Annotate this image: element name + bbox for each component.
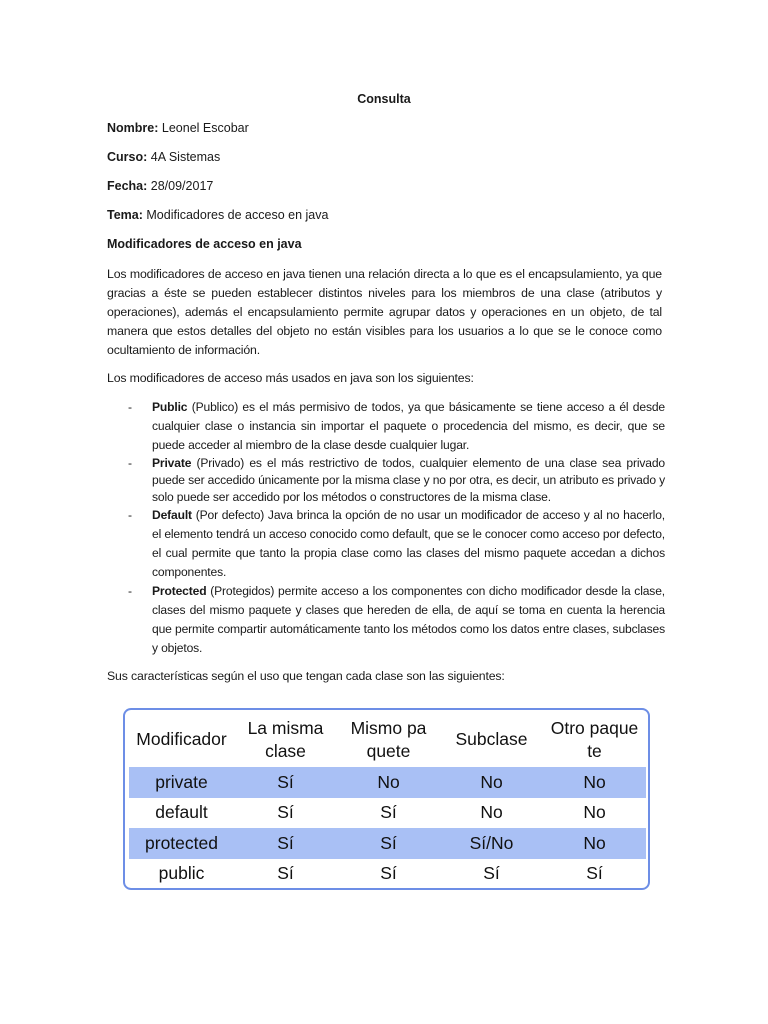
table-cell: No bbox=[543, 767, 646, 798]
field-tema-label: Tema: bbox=[107, 208, 143, 222]
table-cell: Sí bbox=[234, 828, 337, 859]
list-item-default bbox=[125, 506, 665, 582]
access-table-frame bbox=[123, 708, 650, 890]
field-nombre-label: Nombre: bbox=[107, 121, 159, 135]
table-cell: default bbox=[155, 802, 208, 823]
bullet-text: (Privado) es el más restrictivo de todos, cualquier elemento de una clase sea privado puede ser accedido únicamente por la misma clase y no por otra, es decir, un atributo es privado y solo puede ser accedido por los métodos o constructores de la misma clase. bbox=[152, 456, 666, 504]
table-cell: No bbox=[543, 828, 646, 859]
table-cell: No bbox=[440, 767, 543, 798]
header-mismo-paquete: Mismo pa quete bbox=[350, 717, 427, 761]
table-intro: Sus características según el uso que tengan cada clase son las siguientes: bbox=[107, 669, 505, 683]
table-row bbox=[129, 767, 646, 798]
document-title: Consulta bbox=[357, 92, 411, 106]
bullet-text: (Protegidos) permite acceso a los componentes con dicho modificador desde la clase, clases del mismo paquete y clases que hereden de ella, de aquí se toma en cuenta la herencia que permite compartir automáticamente tanto los métodos como los datos entre clases, subclases y objetos. bbox=[152, 584, 665, 655]
table-cell: protected bbox=[129, 828, 234, 859]
header-misma-clase: La misma clase bbox=[247, 717, 324, 761]
table-cell: No bbox=[583, 802, 606, 823]
field-nombre-value: Leonel Escobar bbox=[161, 121, 249, 135]
bullet-term: Public bbox=[152, 400, 188, 414]
table-row bbox=[129, 798, 646, 829]
bullet-term: Protected bbox=[152, 584, 207, 598]
table-cell: No bbox=[337, 767, 440, 798]
field-fecha-label: Fecha: bbox=[107, 179, 148, 193]
bullet-dash: - bbox=[128, 508, 132, 522]
field-nombre bbox=[107, 121, 249, 135]
header-modificador: Modificador bbox=[136, 729, 227, 749]
field-curso bbox=[107, 150, 220, 164]
bullet-dash: - bbox=[128, 584, 132, 598]
table-cell: Sí bbox=[337, 828, 440, 859]
field-curso-value: 4A Sistemas bbox=[150, 150, 221, 164]
field-fecha bbox=[107, 179, 213, 193]
access-modifier-table bbox=[129, 712, 646, 889]
header-subclase: Subclase bbox=[455, 729, 528, 749]
bullet-text: (Publico) es el más permisivo de todos, ya que básicamente se tiene acceso a él desde cualquier clase o instancia sin importar el paquete o procedencia del mismo, es decir, que se puede acceder al miembro de la clase desde cualquier lugar. bbox=[152, 400, 665, 452]
bullet-dash: - bbox=[128, 456, 132, 470]
table-cell: Sí bbox=[380, 802, 397, 823]
field-tema-value: Modificadores de acceso en java bbox=[146, 208, 329, 222]
table-cell: Sí bbox=[483, 863, 500, 884]
list-intro: Los modificadores de acceso más usados en java son los siguientes: bbox=[107, 371, 474, 385]
bullet-term: Private bbox=[152, 456, 192, 470]
table-cell: Sí bbox=[586, 863, 603, 884]
list-item-private bbox=[125, 455, 665, 506]
section-heading: Modificadores de acceso en java bbox=[107, 237, 302, 251]
field-tema bbox=[107, 208, 328, 222]
table-cell: Sí bbox=[380, 863, 397, 884]
table-cell: Sí/No bbox=[440, 828, 543, 859]
bullet-dash: - bbox=[128, 400, 132, 414]
bullet-text: (Por defecto) Java brinca la opción de no usar un modificador de acceso y al no hacerlo, el elemento tendrá un acceso conocido como default, que se le conocer como acceso por defecto, el cual permite que tanto la propia clase como las clases del mismo paquete accedan a dichos componentes. bbox=[152, 508, 665, 579]
table-cell: Sí bbox=[277, 802, 294, 823]
modifier-list bbox=[125, 398, 665, 658]
table-cell: private bbox=[129, 767, 234, 798]
intro-paragraph: Los modificadores de acceso en java tienen una relación directa a lo que es el encapsulamiento, ya que gracias a éste se pueden establecer distintos niveles para los miembros de una clase (atributos y operaciones), además el encapsulamiento permite agrupar datos y operaciones en un objeto, de tal manera que estos detalles del objeto no están visibles para los usuarios a lo que se le conoce como ocultamiento de información. bbox=[107, 267, 662, 357]
table-header-row bbox=[129, 712, 646, 767]
table-row bbox=[129, 828, 646, 859]
header-otro-paquete: Otro paque te bbox=[550, 717, 639, 761]
bullet-term: Default bbox=[152, 508, 192, 522]
table-cell: No bbox=[480, 802, 503, 823]
table-row bbox=[129, 859, 646, 890]
table-cell: Sí bbox=[234, 767, 337, 798]
field-fecha-value: 28/09/2017 bbox=[150, 179, 214, 193]
list-item-public bbox=[125, 398, 665, 455]
table-cell: public bbox=[158, 863, 205, 884]
field-curso-label: Curso: bbox=[107, 150, 148, 164]
table-cell: Sí bbox=[277, 863, 294, 884]
list-item-protected bbox=[125, 582, 665, 658]
